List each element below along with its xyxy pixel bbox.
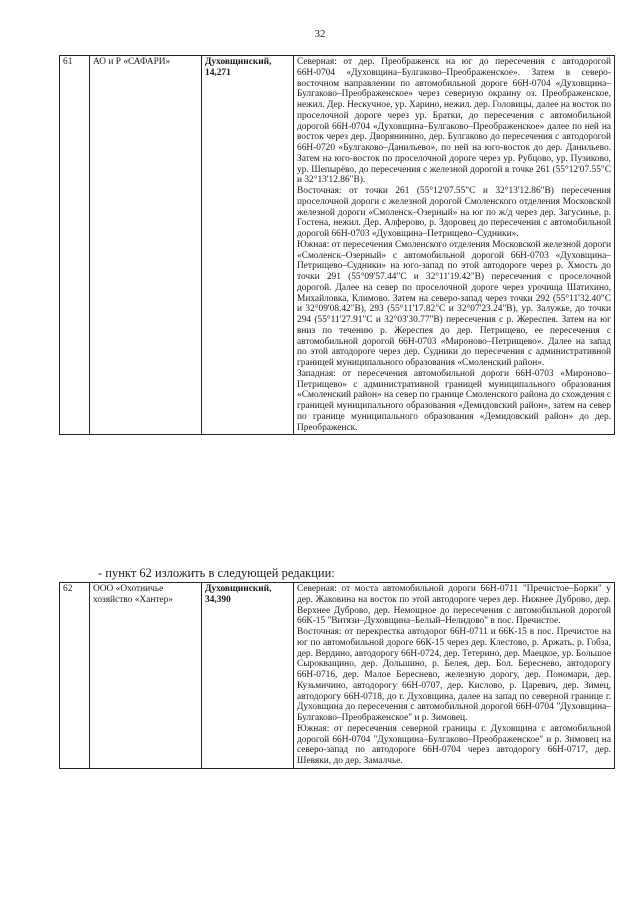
entry-number: 61 xyxy=(60,56,90,435)
boundary-description xyxy=(294,583,615,769)
entry-number: 62 xyxy=(60,583,90,769)
amendment-note: - пункт 62 изложить в следующей редакции: xyxy=(98,566,335,580)
hunting-ground-table-61 xyxy=(59,55,615,435)
organization-name: ООО «Охотничье хозяйство «Хантер» xyxy=(90,583,202,769)
area-value: 34,390 xyxy=(205,594,231,605)
boundary-north: Северная: от моста автомобильной дороги 66Н-0711 "Пречистое–Борки" у дер. Жаковина на восток по этой автодороге через дер. Нижнее Дуброво, дер. Верхнее Дуброво, дер. Немощное до пересечения с автомобильной дорогой 66К-15 "Витязи–Духовщина–Белый–Нелидово" в пос. Пречистое. xyxy=(297,584,611,627)
table-row xyxy=(60,56,615,435)
district-name: Духовщинский, xyxy=(205,57,272,67)
organization-name: АО и Р «САФАРИ» xyxy=(90,56,202,435)
boundary-south: Южная: от пересечения северной границы г. Духовщина с автомобильной дорогой 66Н-0704 "Духовщина–Булгаково–Преображенское" и р. Зимовец на северо-запад по автодороге 66Н-0704 через автодорогу 66Н-0717, дер. Шевяки, до дер. Замалчье. xyxy=(297,723,611,766)
district-name: Духовщинский, xyxy=(205,584,272,594)
boundary-east: Восточная: от точки 261 (55°12'07.55"С и 32°13'12.86"В) пересечения проселочной дороги с железной дорогой Смоленского отделения Московской железной дороги «Смоленск–Озерный» на юг по ж/д через дер. Загусинье, р. Гостена, нежил. Дер. Алферово, р. Здоровец до пересечения с автомобильной дорогой 66Н-0703 «Духовщина–Петрищево–Судники». xyxy=(297,186,611,239)
boundary-west: Западная: от пересечения автомобильной дороги 66Н-0703 «Мироново–Петрищево» с административной границей муниципального образования «Смоленский район» на север по границе Смоленского района до схождения с границей муниципального образования «Демидовский район», затем на север по границе муниципального образования «Демидовский район» до дер. Преображенск. xyxy=(297,368,611,433)
boundary-south: Южная: от пересечения Смоленского отделения Московской железной дороги «Смоленск–Озерный» с автомобильной дорогой 66Н-0703 «Духовщина–Петрищево–Судники» на юго-запад по этой автодороге через р. Хмость до точки 291 (55°09'57.44"С и 32°11'19.42"В) пересечения с проселочной дорогой. Далее на север по проселочной дороге через урочища Шатихино, Михайловка, Климово. Затем на северо-запад через точки 292 (55°11'32.40"С и 32°09'08.42"В), 293 (55°11'17.82"С и 32°07'23.24"В), ур. Залужье, до точки 294 (55°11'27.91"С и 32°03'30.77"В) пересечения с р. Жереспея. Затем на юг вниз по течению р. Жереспея до дер. Петрищево, ее пересечения с автомобильной дорогой 66Н-0703 «Мироново–Петрищево». Далее на запад по этой автодороге через дер. Судники до пересечения с административной границей муниципального образования «Смоленский район». xyxy=(297,239,611,368)
hunting-ground-table-62 xyxy=(59,582,615,769)
table-row xyxy=(60,583,615,769)
area-value: 14,271 xyxy=(205,67,231,78)
boundary-north: Северная: от дер. Преображенск на юг до пересечения с автодорогой 66Н-0704 «Духовщина–Булгаково–Преображенское». Затем в северо-восточном направлении по автомобильной дороге 66Н-0704 «Духовщина–Булгаково–Преображенское» через северную окраину оз. Преображенское, нежил. Дер. Нескучное, ур. Харино, нежил. дер. Головицы, далее на восток по проселочной дороге через ур. Братки, до пересечения с автомобильной дорогой 66Н-0704 «Духовщина–Булгаково–Преображенское» далее по ней на восток через дер. Дворянинино, дер. Булгаково до пересечения с автодорогой 66Н-0720 «Булгаково–Данильево», по ней на юго-восток до дер. Данильево. Затем на юго-восток по проселочной дороге через ур. Рубцово, ур. Пузиково, ур. Шепырёво, до пересечения с железной дорогой в точке 261 (55°12'07.55"С и 32°13'12.86"В). xyxy=(297,57,611,186)
boundary-description xyxy=(294,56,615,435)
boundary-east: Восточная: от перекрестка автодорог 66Н-0711 и 66К-15 в пос. Пречистое на юг по автомобильной дороге 66К-15 через дер. Клестово, р. Аржать, р. Гобза, дер. Вердино, автодорогу 66Н-0724, дер. Тетерино, дер. Маецкое, ур. Большое Сырокващино, дер. Дольшино, р. Белея, дер. Бол. Береснево, автодорогу 66Н-0716, дер. Малое Береснево, железную дорогу, дер. Пономари, дер. Кузьмичино, автодорогу 66Н-0707, дер. Кислово, р. Царевич, дер. Зимец, автодорогу 66Н-0718, до г. Духовщина, далее на запад по северной границе г. Духовщина до пересечения с автомобильной дорогой 66Н-0704 "Духовщина–Булгаково–Преображенское" и р. Зимовец. xyxy=(297,627,611,723)
district-area xyxy=(202,583,294,769)
page-number: 32 xyxy=(314,28,326,40)
district-area xyxy=(202,56,294,435)
